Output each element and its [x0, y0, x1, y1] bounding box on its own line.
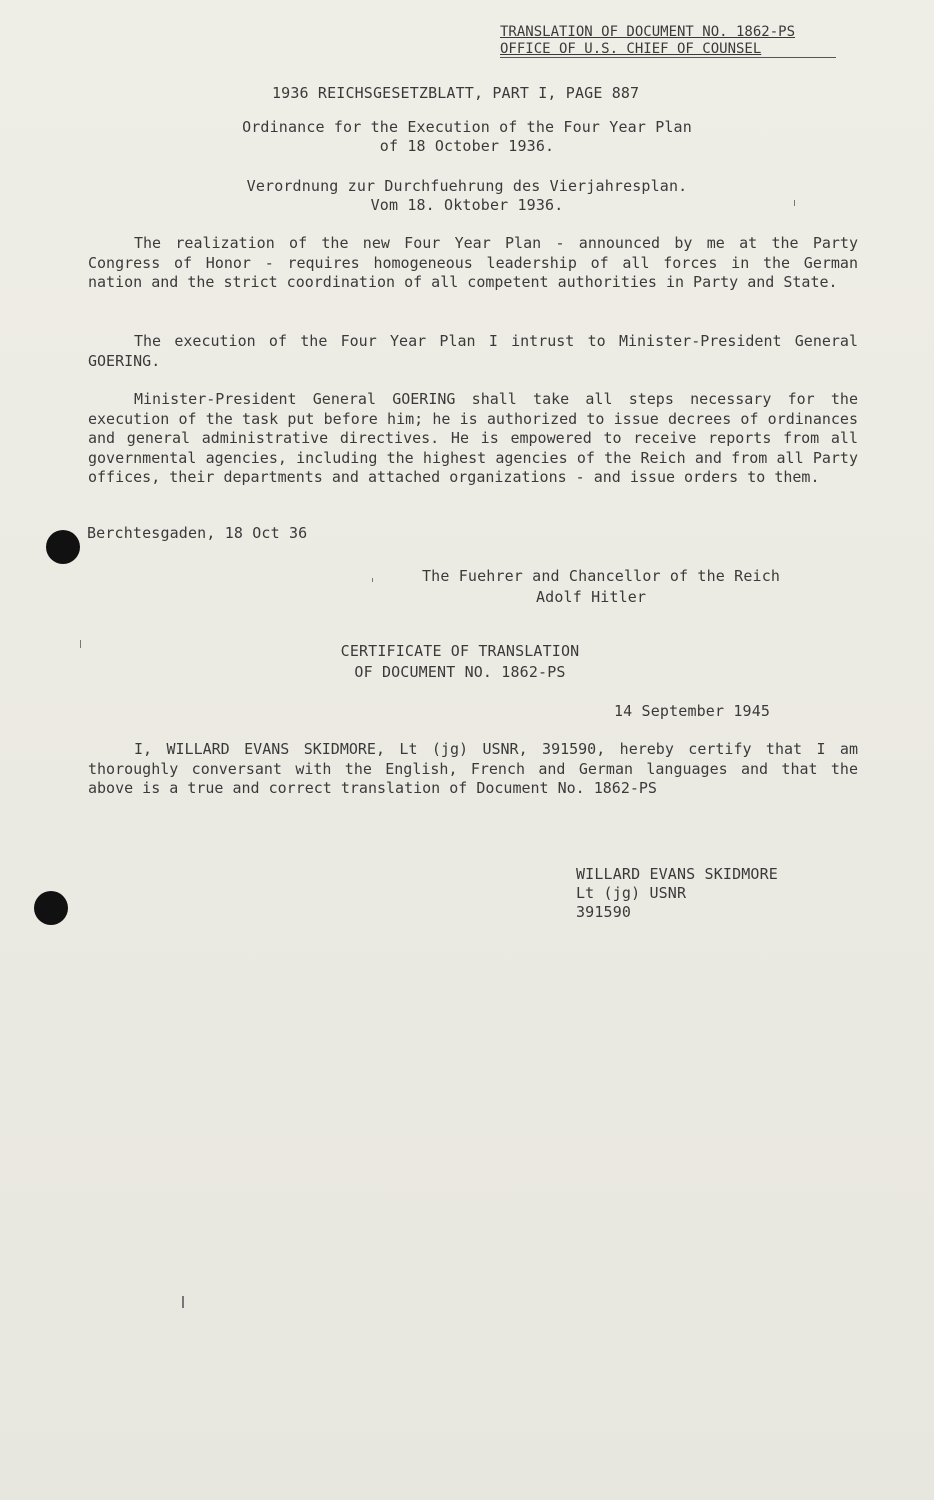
body-paragraph-3	[88, 390, 858, 488]
signature-name: Adolf Hitler	[536, 588, 647, 606]
paper-mark	[372, 578, 373, 582]
certificate-date: 14 September 1945	[614, 702, 771, 720]
paragraph-text: The realization of the new Four Year Plan - announced by me at the Party Congress of Honor - requires homogeneous leadership of all forces in the German nation and the strict coordination of all competent authorities in Party and State.	[88, 234, 858, 291]
paper-mark	[182, 1296, 184, 1308]
certificate-title-line1: CERTIFICATE OF TRANSLATION	[340, 642, 580, 660]
source-citation: 1936 REICHSGESETZBLATT, PART I, PAGE 887	[272, 84, 640, 102]
header-office-line: OFFICE OF U.S. CHIEF OF COUNSEL	[500, 41, 762, 57]
paragraph-text: Minister-President General GOERING shall take all steps necessary for the execution of the task put before him; he is authorized to issue decrees of ordinances and general administrative directives. He is empowered to receive reports from all governmental agencies, including the highest agencies of the Reich and from all Party offices, their departments and attached organizations - and issue orders to them.	[88, 390, 858, 486]
certificate-title-line2: OF DOCUMENT NO. 1862-PS	[354, 663, 566, 681]
title-en-line2: of 18 October 1936.	[379, 137, 555, 155]
certifier-name: WILLARD EVANS SKIDMORE	[576, 865, 778, 883]
certificate-statement	[88, 740, 858, 799]
certifier-rank: Lt (jg) USNR	[576, 884, 687, 902]
title-en-line1: Ordinance for the Execution of the Four Year Plan	[242, 118, 692, 136]
header-translation-line: TRANSLATION OF DOCUMENT NO. 1862-PS	[500, 24, 796, 40]
title-de-line2: Vom 18. Oktober 1936.	[370, 196, 564, 214]
paper-mark	[794, 200, 795, 206]
body-paragraph-1	[88, 234, 858, 293]
paper-mark	[80, 640, 81, 648]
paragraph-text: The execution of the Four Year Plan I intrust to Minister-President General GOERING.	[88, 332, 858, 370]
punch-hole-bottom	[34, 891, 68, 925]
body-paragraph-2	[88, 332, 858, 371]
header-rule	[500, 57, 836, 58]
place-date: Berchtesgaden, 18 Oct 36	[87, 524, 308, 542]
paragraph-text: I, WILLARD EVANS SKIDMORE, Lt (jg) USNR, 391590, hereby certify that I am thoroughly conversant with the English, French and German languages and that the above is a true and correct translation of Document No. 1862-PS	[88, 740, 858, 797]
punch-hole-top	[46, 530, 80, 564]
certifier-number: 391590	[576, 903, 632, 921]
title-de-line1: Verordnung zur Durchfuehrung des Vierjahresplan.	[246, 177, 688, 195]
signature-title: The Fuehrer and Chancellor of the Reich	[422, 567, 781, 585]
